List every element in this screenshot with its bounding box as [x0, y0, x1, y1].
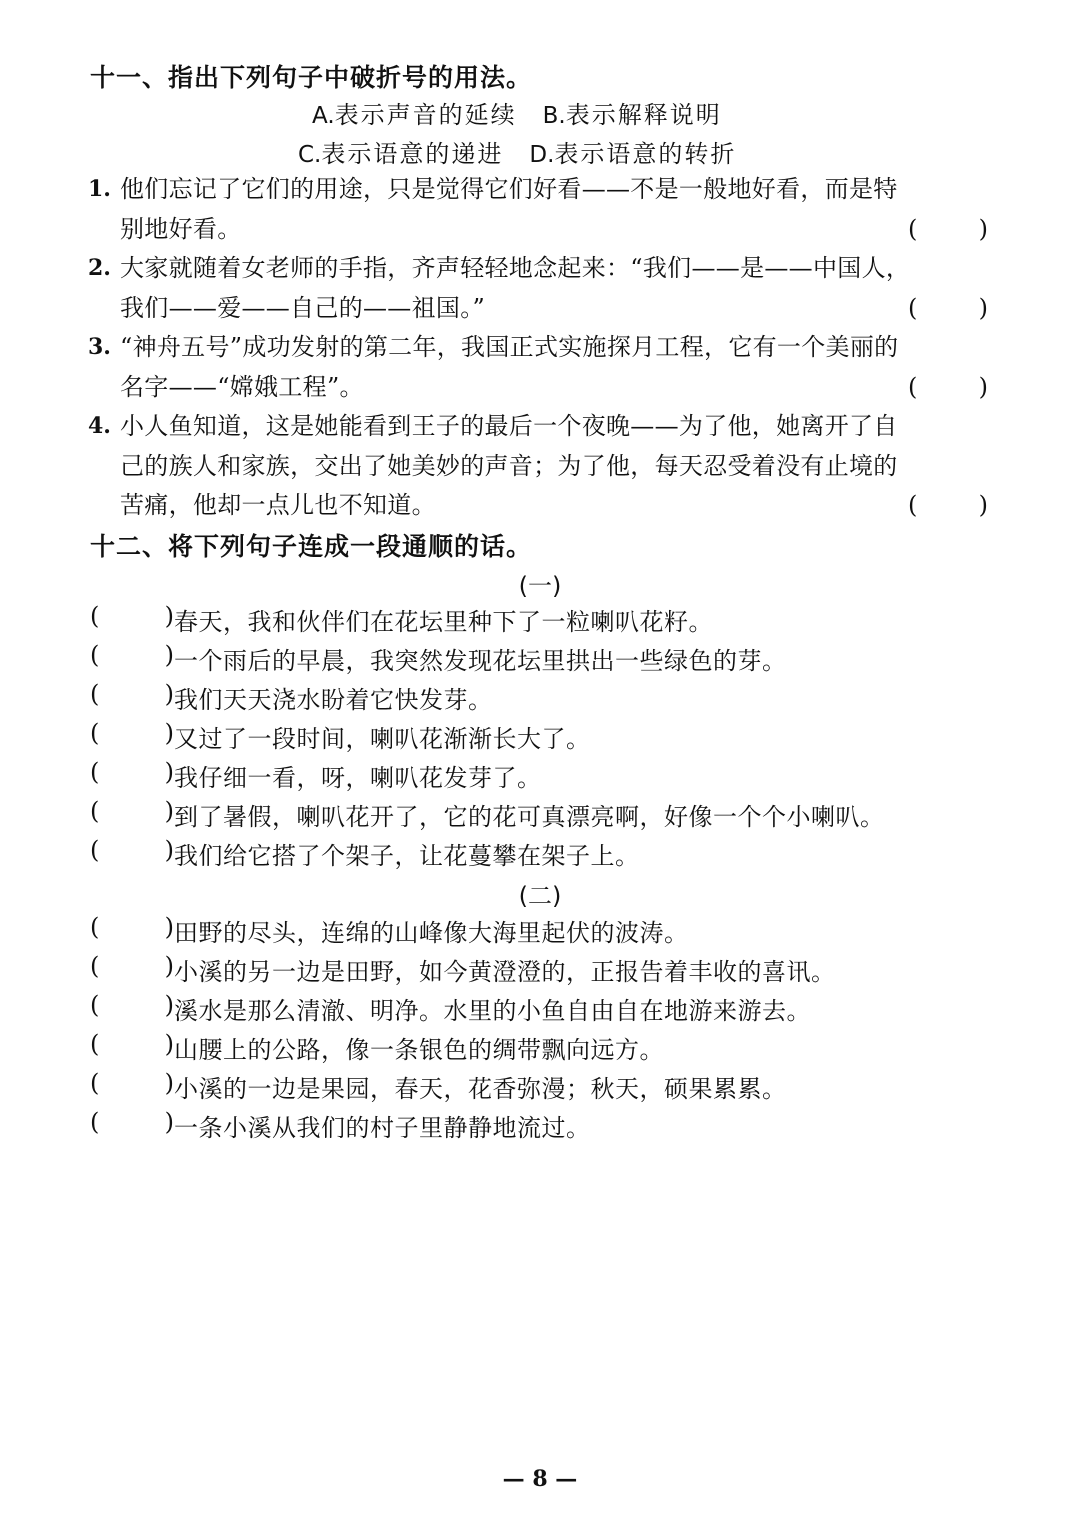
order-item: ( ) 小溪的一边是果园，春天，花香弥漫；秋天，硕果累累。 — [90, 1069, 787, 1103]
order-item: ( ) 我仔细一看，呀，喇叭花发芽了。 — [90, 758, 542, 792]
option-c: C.表示语意的递进 — [298, 140, 504, 168]
question-number: 3. — [88, 334, 111, 360]
question-text-line: 名字——“嫦娥工程”。 — [120, 372, 364, 401]
question-4 — [88, 407, 996, 526]
order-blank[interactable]: ( ) — [90, 952, 174, 980]
answer-blank[interactable]: ( ) — [908, 214, 988, 243]
order-item: ( ) 一条小溪从我们的村子里静静地流过。 — [90, 1108, 591, 1142]
order-item: ( ) 我们天天浇水盼着它快发芽。 — [90, 680, 493, 714]
question-number: 1. — [88, 176, 111, 202]
order-blank[interactable]: ( ) — [90, 913, 174, 941]
order-item: ( ) 山腰上的公路，像一条银色的绸带飘向远方。 — [90, 1030, 664, 1064]
options-row-2 — [298, 134, 762, 169]
order-blank[interactable]: ( ) — [90, 1108, 174, 1136]
answer-blank[interactable]: ( ) — [908, 372, 988, 401]
answer-blank[interactable]: ( ) — [908, 293, 988, 322]
group-2-heading: (二) — [518, 882, 562, 910]
question-1 — [88, 170, 996, 249]
order-item: ( ) 溪水是那么清澈、明净。水里的小鱼自由自在地游来游去。 — [90, 991, 811, 1025]
answer-blank[interactable]: ( ) — [908, 491, 988, 519]
option-b: B.表示解释说明 — [542, 101, 722, 129]
group-1-heading: (一) — [518, 572, 562, 600]
order-blank[interactable]: ( ) — [90, 836, 174, 864]
order-item: ( ) 我们给它搭了个架子，让花蔓攀在架子上。 — [90, 836, 640, 870]
order-item: ( ) 春天，我和伙伴们在花坛里种下了一粒喇叭花籽。 — [90, 602, 713, 636]
question-text-line: 苦痛，他却一点儿也不知道。 — [120, 491, 436, 519]
order-item: ( ) 一个雨后的早晨，我突然发现花坛里拱出一些绿色的芽。 — [90, 641, 787, 675]
order-blank[interactable]: ( ) — [90, 1030, 174, 1058]
question-2 — [88, 249, 996, 328]
option-a: A.表示声音的延续 — [312, 101, 517, 129]
question-text-line: 别地好看。 — [120, 214, 242, 243]
order-item: ( ) 田野的尽头，连绵的山峰像大海里起伏的波涛。 — [90, 913, 689, 947]
order-item: ( ) 到了暑假，喇叭花开了，它的花可真漂亮啊，好像一个个小喇叭。 — [90, 797, 885, 831]
options-row-1 — [312, 95, 748, 130]
section-11-title: 十一、指出下列句子中破折号的用法。 — [90, 63, 533, 92]
order-blank[interactable]: ( ) — [90, 991, 174, 1019]
order-blank[interactable]: ( ) — [90, 1069, 174, 1097]
question-3 — [88, 328, 996, 407]
question-text-line: “神舟五号”成功发射的第二年，我国正式实施探月工程，它有一个美丽的 — [120, 333, 899, 361]
question-text-line: 己的族人和家族，交出了她美妙的声音；为了他，每天忍受着没有止境的 — [120, 451, 898, 480]
order-blank[interactable]: ( ) — [90, 758, 174, 786]
option-d: D.表示语意的转折 — [529, 140, 737, 168]
order-blank[interactable]: ( ) — [90, 719, 174, 747]
order-item: ( ) 又过了一段时间，喇叭花渐渐长大了。 — [90, 719, 591, 753]
question-text-line: 小人鱼知道，这是她能看到王子的最后一个夜晚——为了他，她离开了自 — [120, 412, 898, 440]
question-number: 4. — [88, 413, 111, 439]
question-text-line: 他们忘记了它们的用途，只是觉得它们好看——不是一般地好看，而是特 — [120, 175, 898, 203]
section-12-title: 十二、将下列句子连成一段通顺的话。 — [90, 532, 533, 561]
question-text-line: 我们——爱——自己的——祖国。” — [120, 293, 486, 322]
question-text-line: 大家就随着女老师的手指，齐声轻轻地念起来：“我们——是——中国人， — [120, 254, 911, 282]
question-number: 2. — [88, 255, 111, 281]
order-blank[interactable]: ( ) — [90, 602, 174, 630]
order-blank[interactable]: ( ) — [90, 641, 174, 669]
page-number: — 8 — — [502, 1466, 578, 1492]
order-blank[interactable]: ( ) — [90, 797, 174, 825]
order-blank[interactable]: ( ) — [90, 680, 174, 708]
order-item: ( ) 小溪的另一边是田野，如今黄澄澄的，正报告着丰收的喜讯。 — [90, 952, 836, 986]
